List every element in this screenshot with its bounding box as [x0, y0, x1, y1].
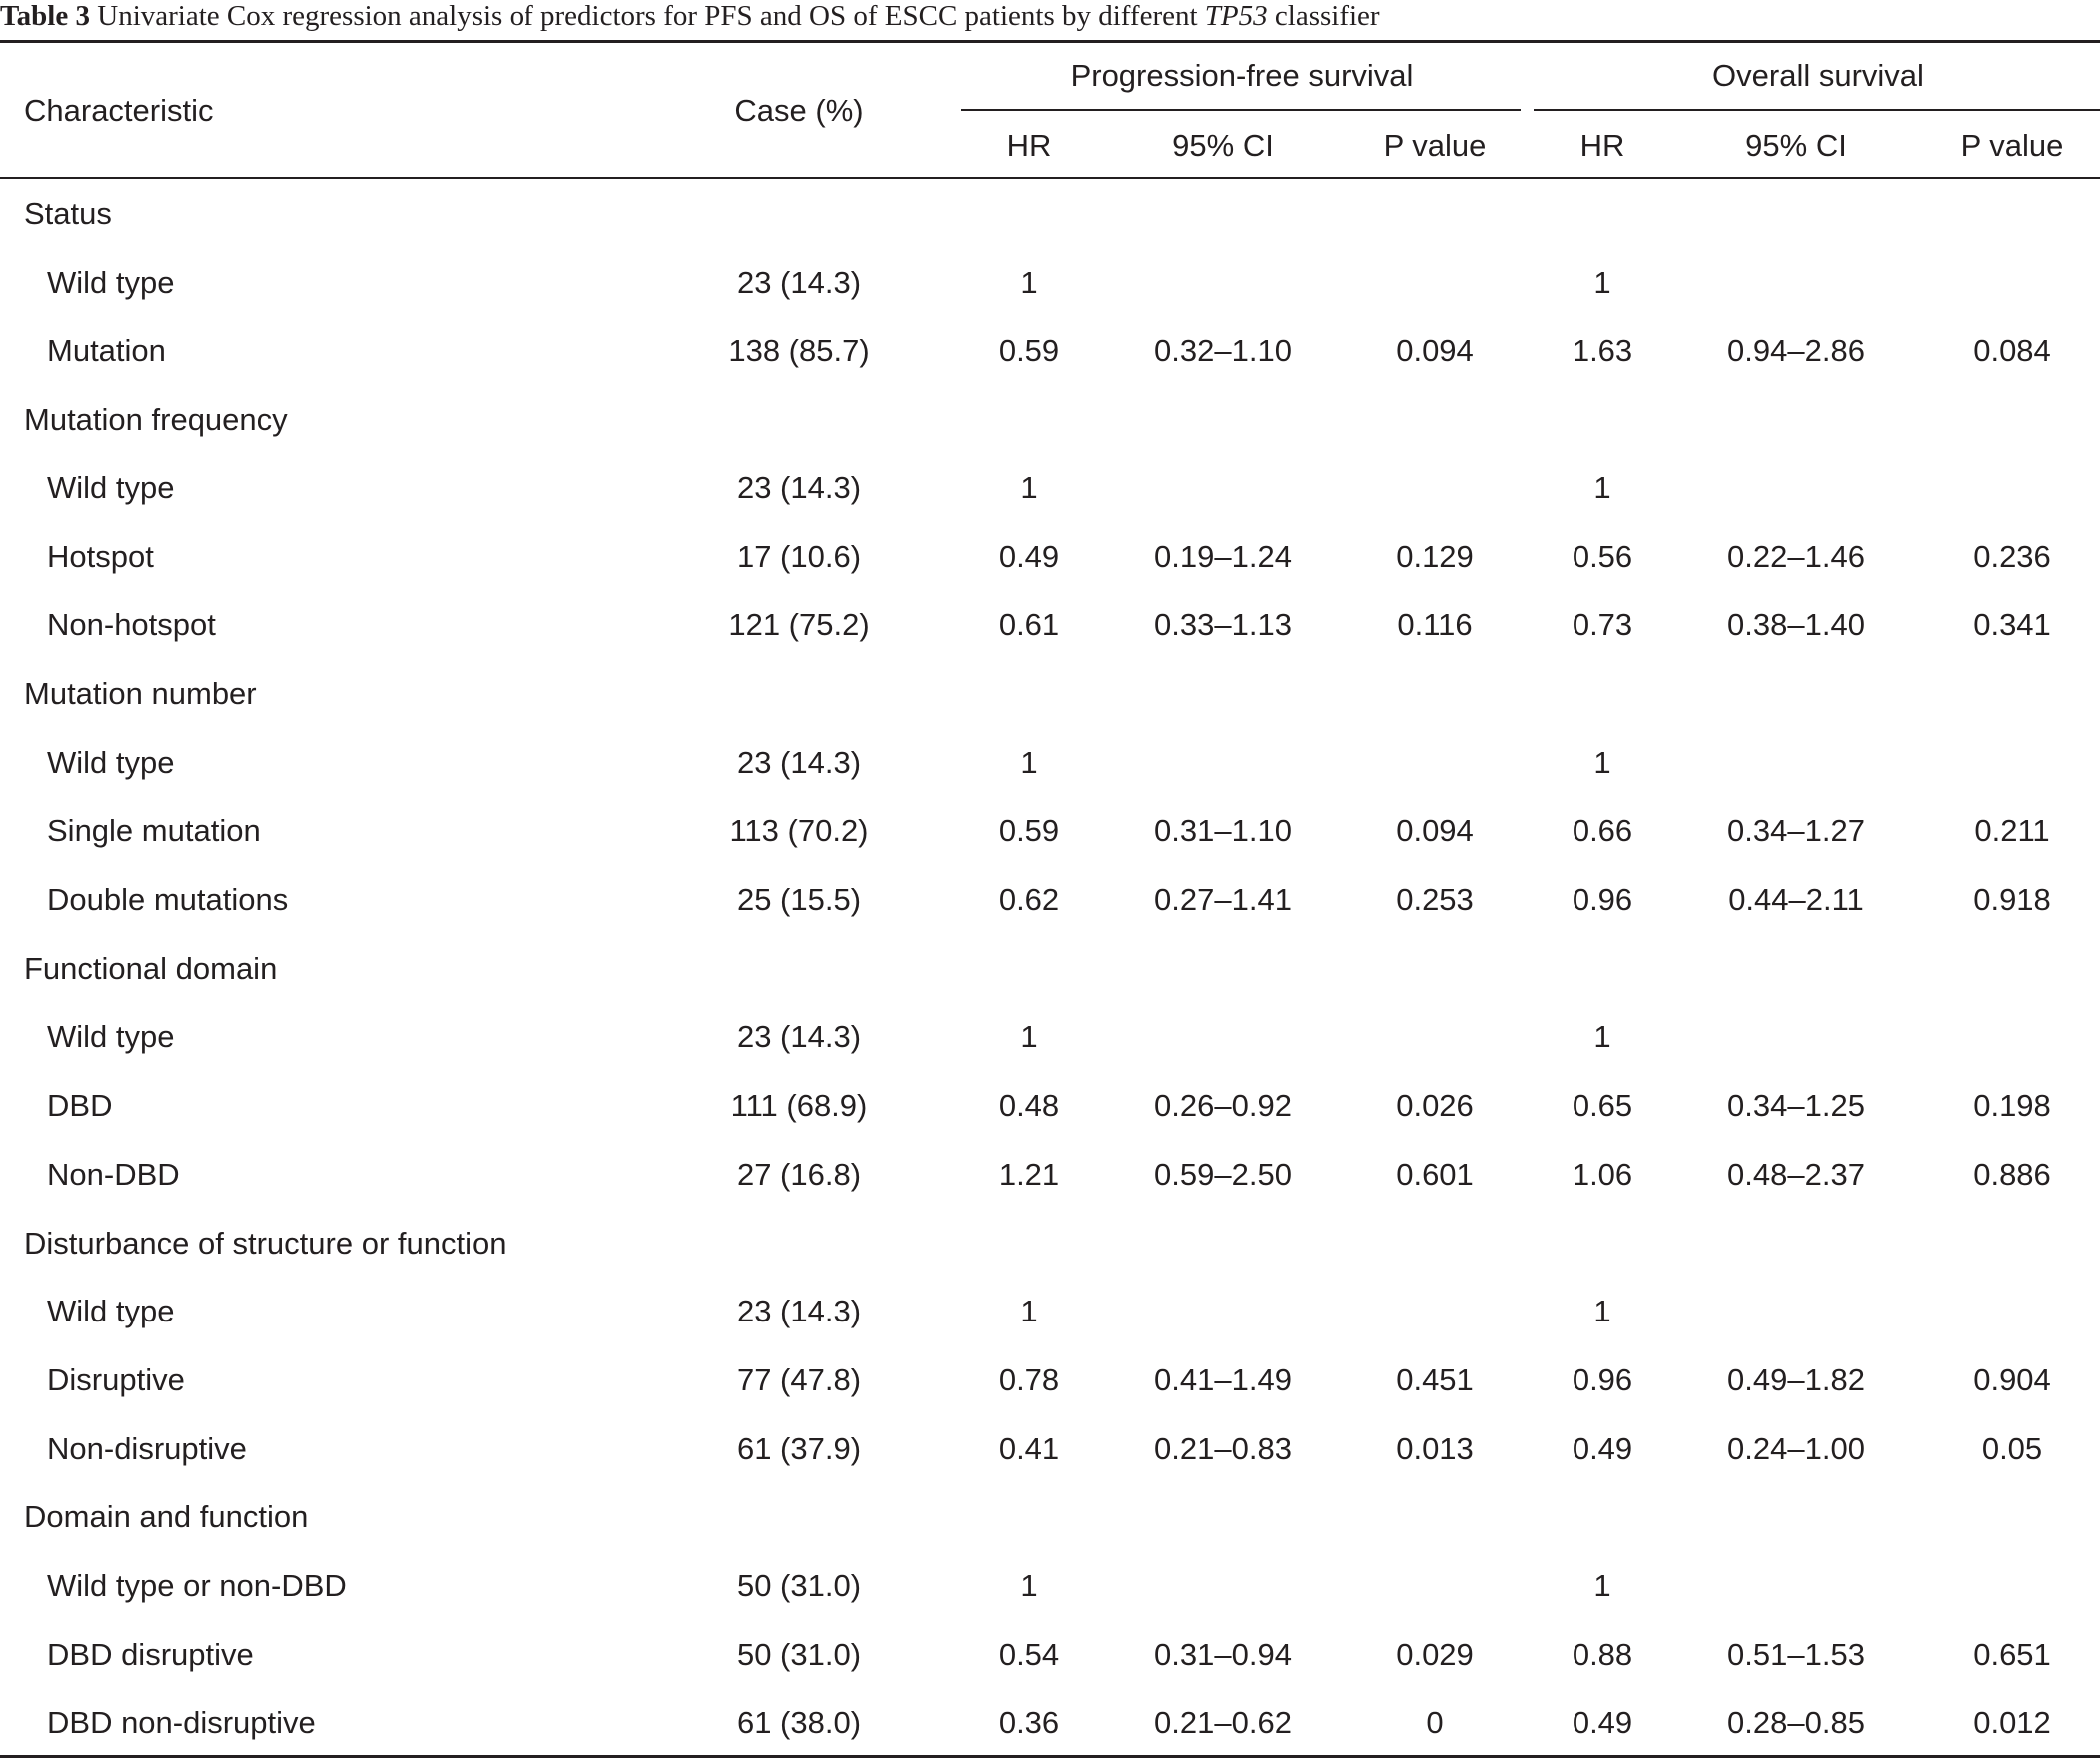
- pfs-ci-cell: 0.33–1.13: [1154, 607, 1292, 643]
- table-row: [0, 1689, 2100, 1758]
- os-p-cell: 0.236: [1973, 538, 2051, 574]
- pfs-p-cell: 0.094: [1396, 813, 1474, 849]
- table-row: [0, 1141, 2100, 1210]
- table-row: [0, 249, 2100, 318]
- pfs-hr-cell: 1: [1020, 744, 1038, 780]
- row-label: Non-disruptive: [47, 1430, 247, 1466]
- pfs-hr-cell: 0.59: [998, 813, 1060, 849]
- pfs-hr-cell: 0.54: [998, 1636, 1060, 1672]
- pfs-ci-cell: 0.41–1.49: [1154, 1361, 1292, 1397]
- os-ci-cell: 0.94–2.86: [1727, 333, 1865, 369]
- table-row: [0, 797, 2100, 866]
- os-hr-cell: 1: [1593, 1568, 1611, 1603]
- case-cell: 25 (15.5): [736, 882, 862, 917]
- pfs-ci-cell: 0.26–0.92: [1154, 1088, 1292, 1124]
- os-p-cell: 0.886: [1973, 1156, 2051, 1192]
- os-hr-cell: 0.65: [1572, 1088, 1633, 1124]
- case-cell: 113 (70.2): [729, 813, 869, 849]
- row-label: Wild type or non-DBD: [47, 1568, 347, 1603]
- case-cell: 111 (68.9): [730, 1088, 868, 1124]
- header-pfs-group: Progression-free survival: [1070, 58, 1414, 93]
- os-p-cell: 0.05: [1981, 1430, 2043, 1466]
- os-hr-cell: 1: [1593, 1019, 1611, 1055]
- group-label: Mutation number: [24, 675, 257, 711]
- os-p-cell: 0.918: [1973, 882, 2051, 917]
- pfs-p-cell: 0: [1426, 1705, 1444, 1741]
- os-hr-cell: 0.73: [1572, 607, 1633, 643]
- os-p-cell: 0.651: [1973, 1636, 2051, 1672]
- pfs-hr-cell: 0.36: [998, 1705, 1060, 1741]
- pfs-p-cell: 0.026: [1396, 1088, 1474, 1124]
- pfs-p-cell: 0.013: [1396, 1430, 1474, 1466]
- pfs-p-cell: 0.253: [1396, 882, 1474, 917]
- pfs-ci-cell: 0.32–1.10: [1154, 333, 1292, 369]
- pfs-hr-cell: 1: [1020, 469, 1038, 505]
- header-pfs-hr: HR: [1006, 128, 1052, 163]
- case-cell: 61 (38.0): [736, 1705, 862, 1741]
- pfs-hr-cell: 1: [1020, 1568, 1038, 1603]
- os-ci-cell: 0.49–1.82: [1727, 1361, 1865, 1397]
- case-cell: 50 (31.0): [736, 1568, 862, 1603]
- header-rule: [0, 177, 2100, 179]
- row-label: Wild type: [47, 469, 175, 505]
- row-label: Wild type: [47, 744, 175, 780]
- table-row: [0, 866, 2100, 935]
- table-row: [0, 454, 2100, 523]
- row-label: DBD: [47, 1088, 113, 1124]
- case-cell: 138 (85.7): [728, 333, 870, 369]
- os-ci-cell: 0.34–1.27: [1727, 813, 1865, 849]
- row-label: Wild type: [47, 1019, 175, 1055]
- os-ci-cell: 0.28–0.85: [1727, 1705, 1865, 1741]
- case-cell: 23 (14.3): [736, 744, 862, 780]
- caption-text: Univariate Cox regression analysis of predictors for PFS and OS of ESCC patients by different: [97, 0, 1198, 32]
- header-os-ci: 95% CI: [1745, 128, 1847, 163]
- row-label: Wild type: [47, 264, 175, 300]
- group-label: Status: [24, 196, 112, 231]
- group-label: Domain and function: [24, 1499, 309, 1535]
- table-row: [0, 523, 2100, 592]
- os-hr-cell: 0.49: [1572, 1430, 1633, 1466]
- pfs-ci-cell: 0.21–0.83: [1154, 1430, 1292, 1466]
- group-row: [0, 180, 2100, 249]
- header-characteristic: Characteristic: [24, 93, 214, 128]
- os-hr-cell: 1: [1593, 1294, 1611, 1329]
- os-p-cell: 0.211: [1974, 813, 2050, 849]
- row-label: Mutation: [47, 333, 166, 369]
- header-os-hr: HR: [1579, 128, 1625, 163]
- os-hr-cell: 1: [1593, 264, 1611, 300]
- table-row: [0, 1621, 2100, 1690]
- group-label: Disturbance of structure or function: [24, 1225, 507, 1261]
- pfs-ci-cell: 0.31–1.10: [1154, 813, 1292, 849]
- group-label: Functional domain: [24, 950, 278, 986]
- row-label: Double mutations: [47, 882, 289, 917]
- pfs-group-rule: [961, 109, 1521, 111]
- caption-gene: TP53: [1204, 0, 1268, 32]
- case-cell: 121 (75.2): [728, 607, 870, 643]
- table-row: [0, 1072, 2100, 1141]
- row-label: Hotspot: [47, 538, 154, 574]
- header-pfs-p: P value: [1383, 128, 1487, 163]
- os-ci-cell: 0.34–1.25: [1727, 1088, 1865, 1124]
- pfs-hr-cell: 1: [1020, 1294, 1038, 1329]
- pfs-hr-cell: 0.49: [998, 538, 1060, 574]
- os-hr-cell: 1: [1593, 744, 1611, 780]
- group-row: [0, 386, 2100, 454]
- table-row: [0, 1278, 2100, 1346]
- group-row: [0, 1483, 2100, 1552]
- case-cell: 27 (16.8): [736, 1156, 862, 1192]
- table-row: [0, 1415, 2100, 1484]
- table-row: [0, 591, 2100, 660]
- row-label: Non-DBD: [47, 1156, 180, 1192]
- case-cell: 77 (47.8): [736, 1361, 862, 1397]
- row-label: Single mutation: [47, 813, 261, 849]
- bottom-rule: [0, 1755, 2100, 1758]
- pfs-ci-cell: 0.27–1.41: [1154, 882, 1292, 917]
- os-hr-cell: 0.88: [1572, 1636, 1633, 1672]
- os-hr-cell: 1.06: [1572, 1156, 1633, 1192]
- pfs-hr-cell: 1: [1020, 1019, 1038, 1055]
- pfs-p-cell: 0.451: [1396, 1361, 1474, 1397]
- os-hr-cell: 0.96: [1572, 1361, 1633, 1397]
- row-label: DBD disruptive: [47, 1636, 254, 1672]
- header-os-p: P value: [1960, 128, 2064, 163]
- table-row: [0, 1003, 2100, 1072]
- row-label: DBD non-disruptive: [47, 1705, 316, 1741]
- header-os-group: Overall survival: [1712, 58, 1924, 93]
- os-ci-cell: 0.51–1.53: [1727, 1636, 1865, 1672]
- table-row: [0, 317, 2100, 386]
- os-p-cell: 0.341: [1973, 607, 2051, 643]
- os-p-cell: 0.904: [1973, 1361, 2051, 1397]
- case-cell: 61 (37.9): [736, 1430, 862, 1466]
- os-p-cell: 0.198: [1973, 1088, 2051, 1124]
- table-row: [0, 1552, 2100, 1621]
- pfs-hr-cell: 0.41: [998, 1430, 1060, 1466]
- os-hr-cell: 0.66: [1572, 813, 1633, 849]
- caption-text-end: classifier: [1274, 0, 1380, 32]
- pfs-ci-cell: 0.19–1.24: [1154, 538, 1292, 574]
- group-row: [0, 660, 2100, 729]
- os-hr-cell: 0.96: [1572, 882, 1633, 917]
- os-ci-cell: 0.44–2.11: [1728, 882, 1864, 917]
- pfs-ci-cell: 0.21–0.62: [1154, 1705, 1292, 1741]
- pfs-hr-cell: 0.61: [998, 607, 1060, 643]
- pfs-hr-cell: 1: [1020, 264, 1038, 300]
- os-hr-cell: 1.63: [1572, 333, 1633, 369]
- table-row: [0, 1346, 2100, 1415]
- case-cell: 23 (14.3): [736, 1294, 862, 1329]
- os-ci-cell: 0.24–1.00: [1727, 1430, 1865, 1466]
- pfs-hr-cell: 0.48: [998, 1088, 1060, 1124]
- pfs-hr-cell: 0.78: [998, 1361, 1060, 1397]
- pfs-ci-cell: 0.59–2.50: [1154, 1156, 1292, 1192]
- pfs-p-cell: 0.601: [1396, 1156, 1474, 1192]
- pfs-hr-cell: 1.21: [998, 1156, 1060, 1192]
- pfs-p-cell: 0.094: [1396, 333, 1474, 369]
- case-cell: 23 (14.3): [736, 1019, 862, 1055]
- header-case: Case (%): [734, 93, 864, 128]
- table-label: Table 3: [0, 0, 90, 32]
- os-hr-cell: 1: [1593, 469, 1611, 505]
- pfs-hr-cell: 0.62: [998, 882, 1060, 917]
- case-cell: 23 (14.3): [736, 469, 862, 505]
- case-cell: 17 (10.6): [736, 538, 862, 574]
- group-row: [0, 935, 2100, 1004]
- row-label: Non-hotspot: [47, 607, 216, 643]
- pfs-p-cell: 0.129: [1396, 538, 1474, 574]
- os-ci-cell: 0.48–2.37: [1727, 1156, 1865, 1192]
- table-caption: [0, 0, 2100, 34]
- os-ci-cell: 0.38–1.40: [1727, 607, 1865, 643]
- row-label: Wild type: [47, 1294, 175, 1329]
- header-pfs-ci: 95% CI: [1172, 128, 1274, 163]
- top-rule: [0, 40, 2100, 43]
- os-hr-cell: 0.56: [1572, 538, 1633, 574]
- os-hr-cell: 0.49: [1572, 1705, 1633, 1741]
- os-ci-cell: 0.22–1.46: [1727, 538, 1865, 574]
- os-p-cell: 0.012: [1973, 1705, 2051, 1741]
- pfs-ci-cell: 0.31–0.94: [1154, 1636, 1292, 1672]
- group-label: Mutation frequency: [24, 402, 288, 438]
- pfs-p-cell: 0.116: [1397, 607, 1473, 643]
- case-cell: 50 (31.0): [736, 1636, 862, 1672]
- table-body: [0, 180, 2100, 1753]
- case-cell: 23 (14.3): [736, 264, 862, 300]
- pfs-hr-cell: 0.59: [998, 333, 1060, 369]
- row-label: Disruptive: [47, 1361, 185, 1397]
- os-p-cell: 0.084: [1973, 333, 2051, 369]
- os-group-rule: [1534, 109, 2100, 111]
- table-row: [0, 729, 2100, 798]
- group-row: [0, 1210, 2100, 1279]
- pfs-p-cell: 0.029: [1396, 1636, 1474, 1672]
